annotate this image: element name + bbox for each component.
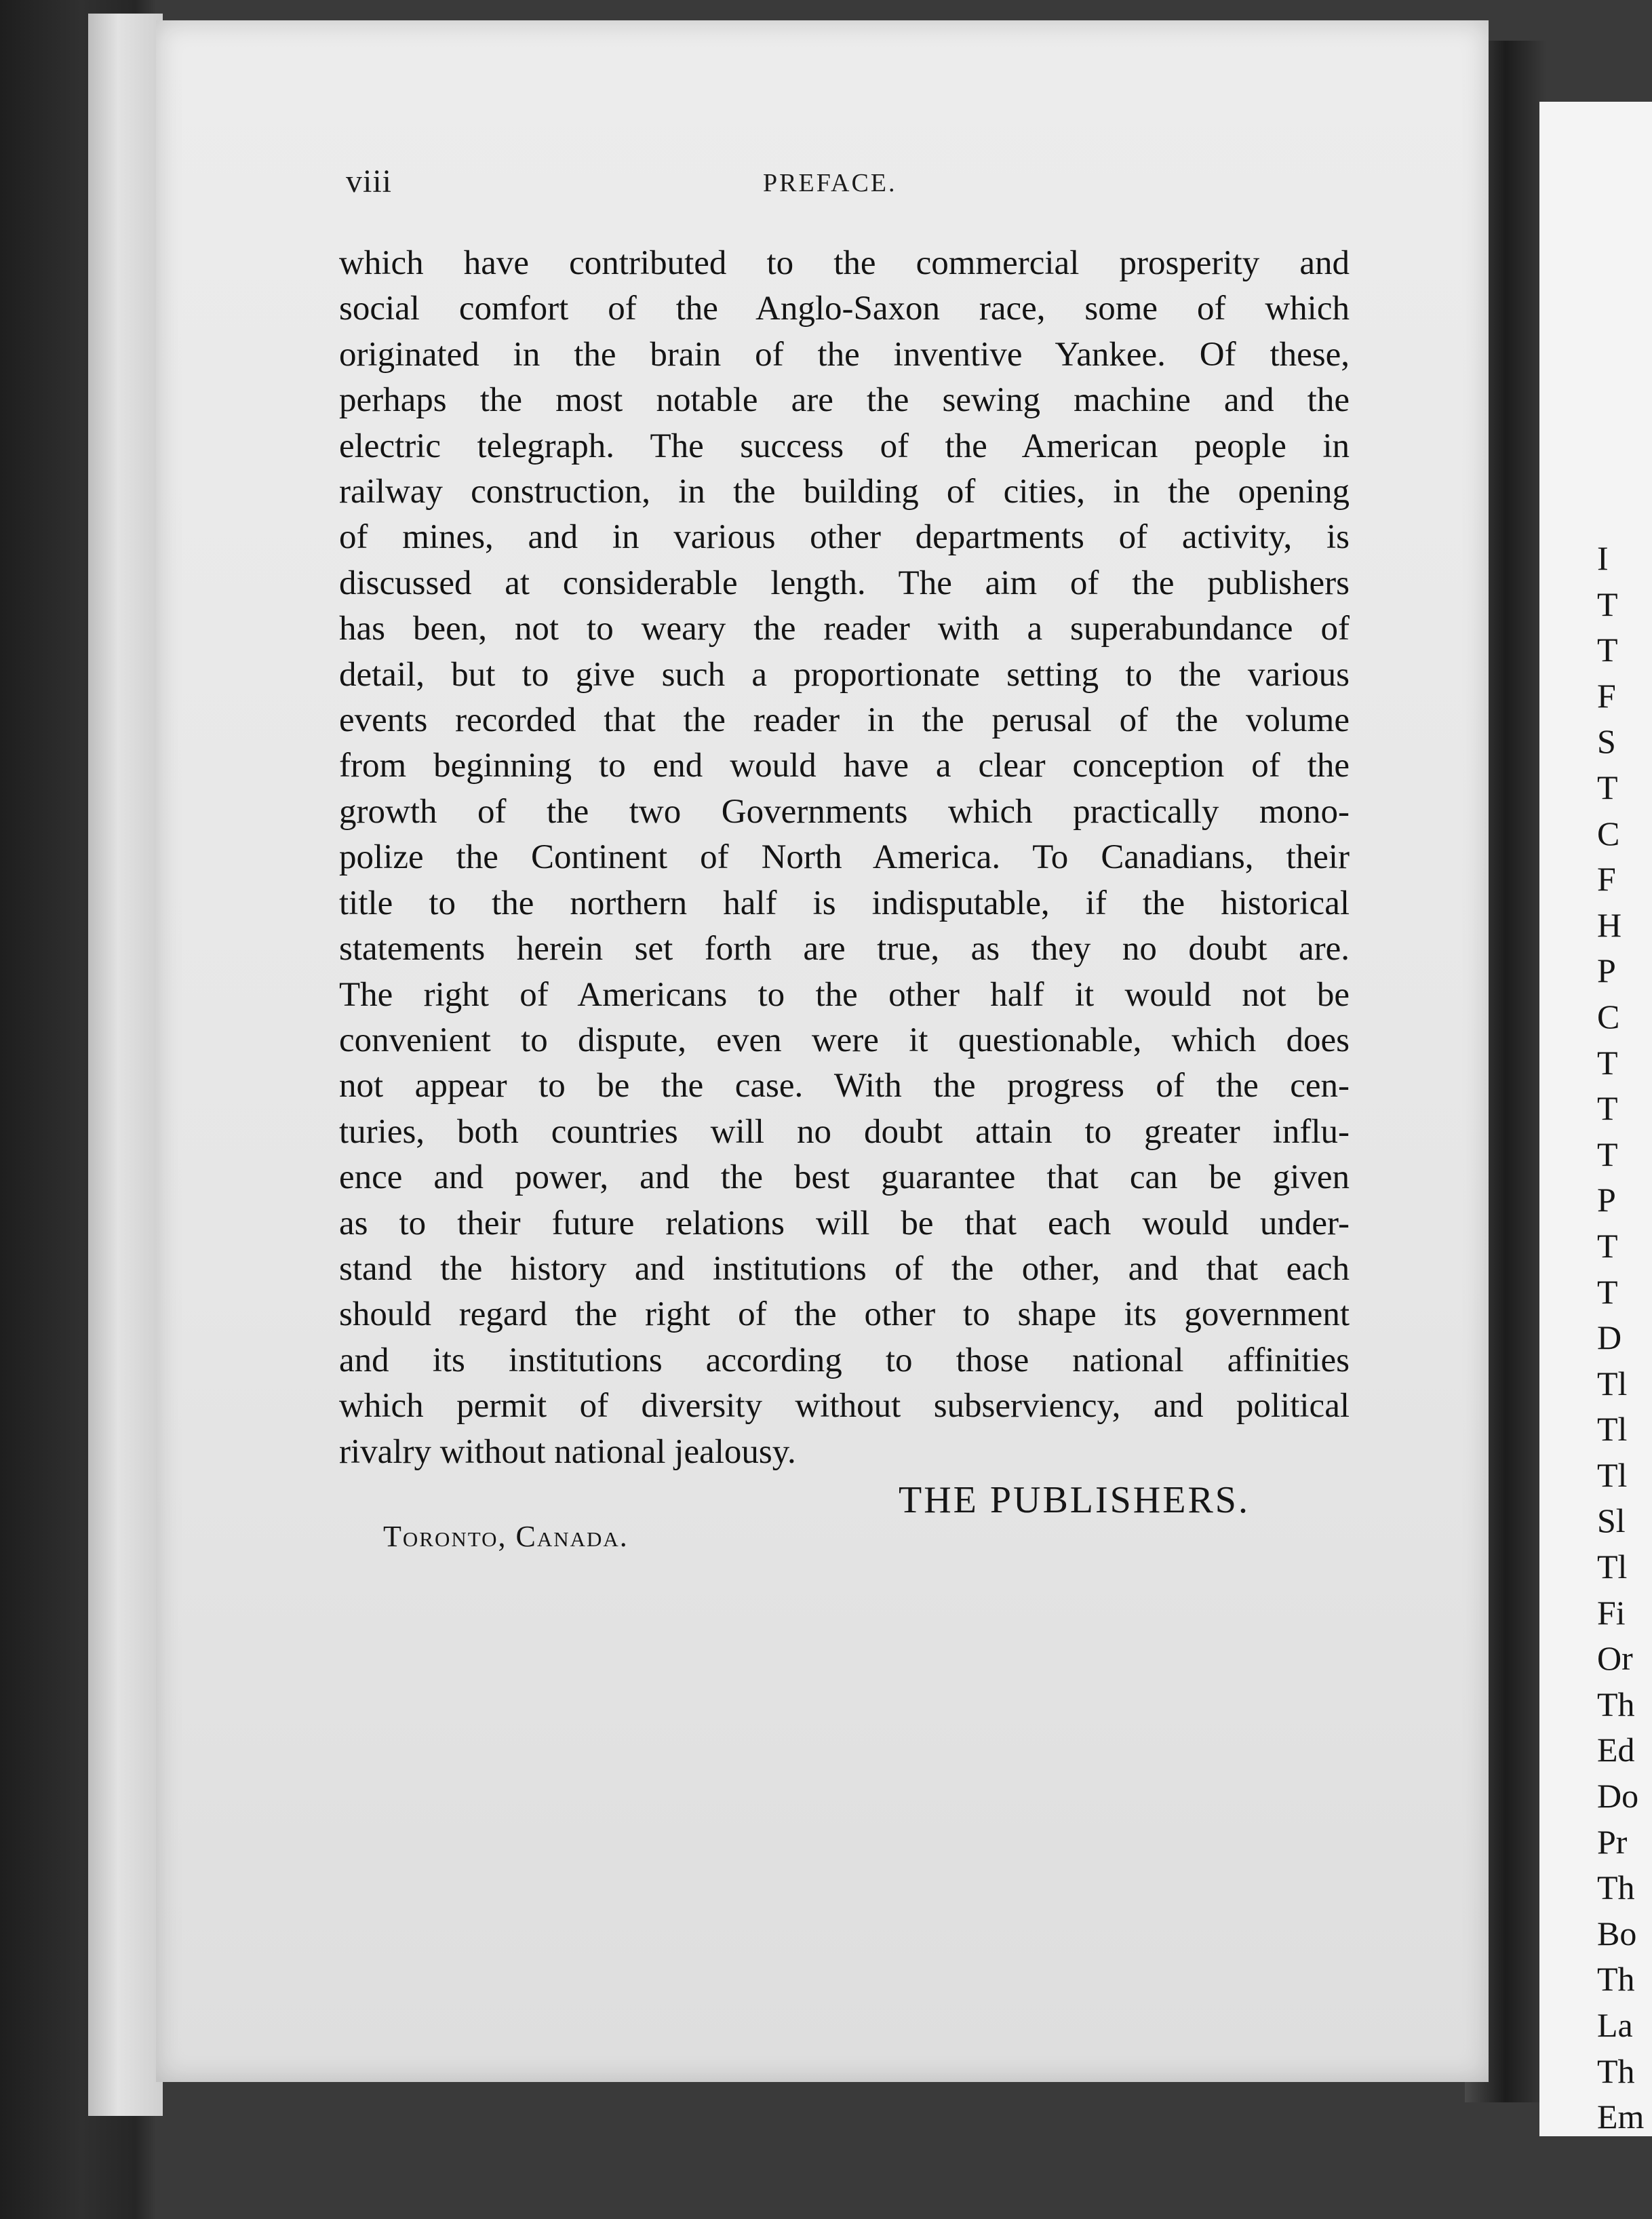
- text-line: as to their future relations will be that each would under-: [339, 1204, 1350, 1242]
- facing-line-fragment: T: [1597, 1272, 1618, 1311]
- facing-line-fragment: Pr: [1597, 1822, 1628, 1861]
- facing-line-fragment: Or: [1597, 1639, 1633, 1678]
- text-line: electric telegraph. The success of the American people in: [339, 427, 1350, 465]
- facing-line-fragment: I: [1597, 539, 1609, 577]
- text-line: perhaps the most notable are the sewing machine and the: [339, 381, 1350, 420]
- text-line: from beginning to end would have a clear conception of the: [339, 747, 1350, 785]
- text-line: convenient to dispute, even were it questionable, which does: [339, 1021, 1350, 1059]
- facing-line-fragment: T: [1597, 631, 1618, 669]
- facing-line-fragment: Th: [1597, 2051, 1635, 2090]
- facing-line-fragment: Fi: [1597, 1593, 1626, 1632]
- facing-line-fragment: Sl: [1597, 1501, 1626, 1540]
- text-line: stand the history and institutions of the other, and that each: [339, 1249, 1350, 1288]
- facing-line-fragment: C: [1597, 814, 1620, 852]
- facing-line-fragment: Em: [1597, 2098, 1645, 2136]
- text-line: not appear to be the case. With the progress of the cen-: [339, 1067, 1350, 1105]
- text-line: turies, both countries will no doubt attain to greater influ-: [339, 1112, 1350, 1151]
- facing-line-fragment: F: [1597, 860, 1616, 899]
- facing-line-fragment: T: [1597, 585, 1618, 623]
- text-line: growth of the two Governments which practically mono-: [339, 792, 1350, 831]
- text-line: railway construction, in the building of cities, in the opening: [339, 473, 1350, 511]
- text-line: and its institutions according to those national affinities: [339, 1341, 1350, 1379]
- facing-line-fragment: La: [1597, 2006, 1633, 2044]
- preface-body: [339, 241, 1350, 1475]
- facing-line-fragment: Tl: [1597, 1410, 1628, 1449]
- facing-line-fragment: P: [1597, 1181, 1616, 1219]
- text-line: originated in the brain of the inventive Yankee. Of these,: [339, 335, 1350, 374]
- facing-line-fragment: Th: [1597, 1685, 1635, 1723]
- facing-line-fragment: F: [1597, 676, 1616, 715]
- text-line: The right of Americans to the other half it would not be: [339, 975, 1350, 1014]
- facing-line-fragment: S: [1597, 722, 1616, 761]
- facing-line-fragment: Do: [1597, 1777, 1639, 1815]
- text-line: social comfort of the Anglo-Saxon race, some of which: [339, 290, 1350, 328]
- text-line: discussed at considerable length. The aim of the publishers: [339, 564, 1350, 602]
- text-line: events recorded that the reader in the perusal of the volume: [339, 701, 1350, 740]
- left-page-edge: [88, 14, 163, 2116]
- facing-line-fragment: Bo: [1597, 1914, 1637, 1952]
- text-line: of mines, and in various other departments of activity, is: [339, 518, 1350, 557]
- text-line: has been, not to weary the reader with a superabundance of: [339, 610, 1350, 648]
- facing-line-fragment: P: [1597, 951, 1616, 990]
- place-line: Toronto, Canada.: [383, 1520, 629, 1553]
- facing-page-text: [1597, 536, 1644, 2140]
- facing-line-fragment: T: [1597, 768, 1618, 806]
- facing-line-fragment: Tl: [1597, 1548, 1628, 1586]
- text-line: ence and power, and the best guarantee that can be given: [339, 1158, 1350, 1197]
- text-line: title to the northern half is indisputable, if the historical: [339, 884, 1350, 922]
- text-line: which permit of diversity without subserviency, and political: [339, 1387, 1350, 1426]
- facing-line-fragment: Ed: [1597, 1731, 1635, 1769]
- text-line: should regard the right of the other to shape its government: [339, 1295, 1350, 1334]
- facing-line-fragment: Th: [1597, 1960, 1635, 1999]
- facing-line-fragment: T: [1597, 1135, 1618, 1173]
- facing-line-fragment: T: [1597, 1089, 1618, 1128]
- text-line: polize the Continent of North America. To Canadians, their: [339, 838, 1350, 877]
- text-line: detail, but to give such a proportionate setting to the various: [339, 655, 1350, 694]
- text-line: statements herein set forth are true, as they no doubt are.: [339, 930, 1350, 968]
- facing-line-fragment: Tl: [1597, 1364, 1628, 1402]
- signature: THE PUBLISHERS.: [899, 1479, 1250, 1521]
- facing-line-fragment: C: [1597, 997, 1620, 1036]
- text-line: rivalry without national jealousy.: [339, 1432, 796, 1471]
- facing-line-fragment: Th: [1597, 1868, 1635, 1907]
- facing-line-fragment: T: [1597, 1043, 1618, 1082]
- facing-line-fragment: H: [1597, 905, 1622, 944]
- facing-line-fragment: Tl: [1597, 1455, 1628, 1494]
- facing-line-fragment: D: [1597, 1318, 1622, 1357]
- running-head: PREFACE.: [763, 169, 897, 197]
- text-line: which have contributed to the commercial prosperity and: [339, 244, 1350, 282]
- facing-line-fragment: T: [1597, 1226, 1618, 1265]
- page-number: viii: [346, 163, 393, 199]
